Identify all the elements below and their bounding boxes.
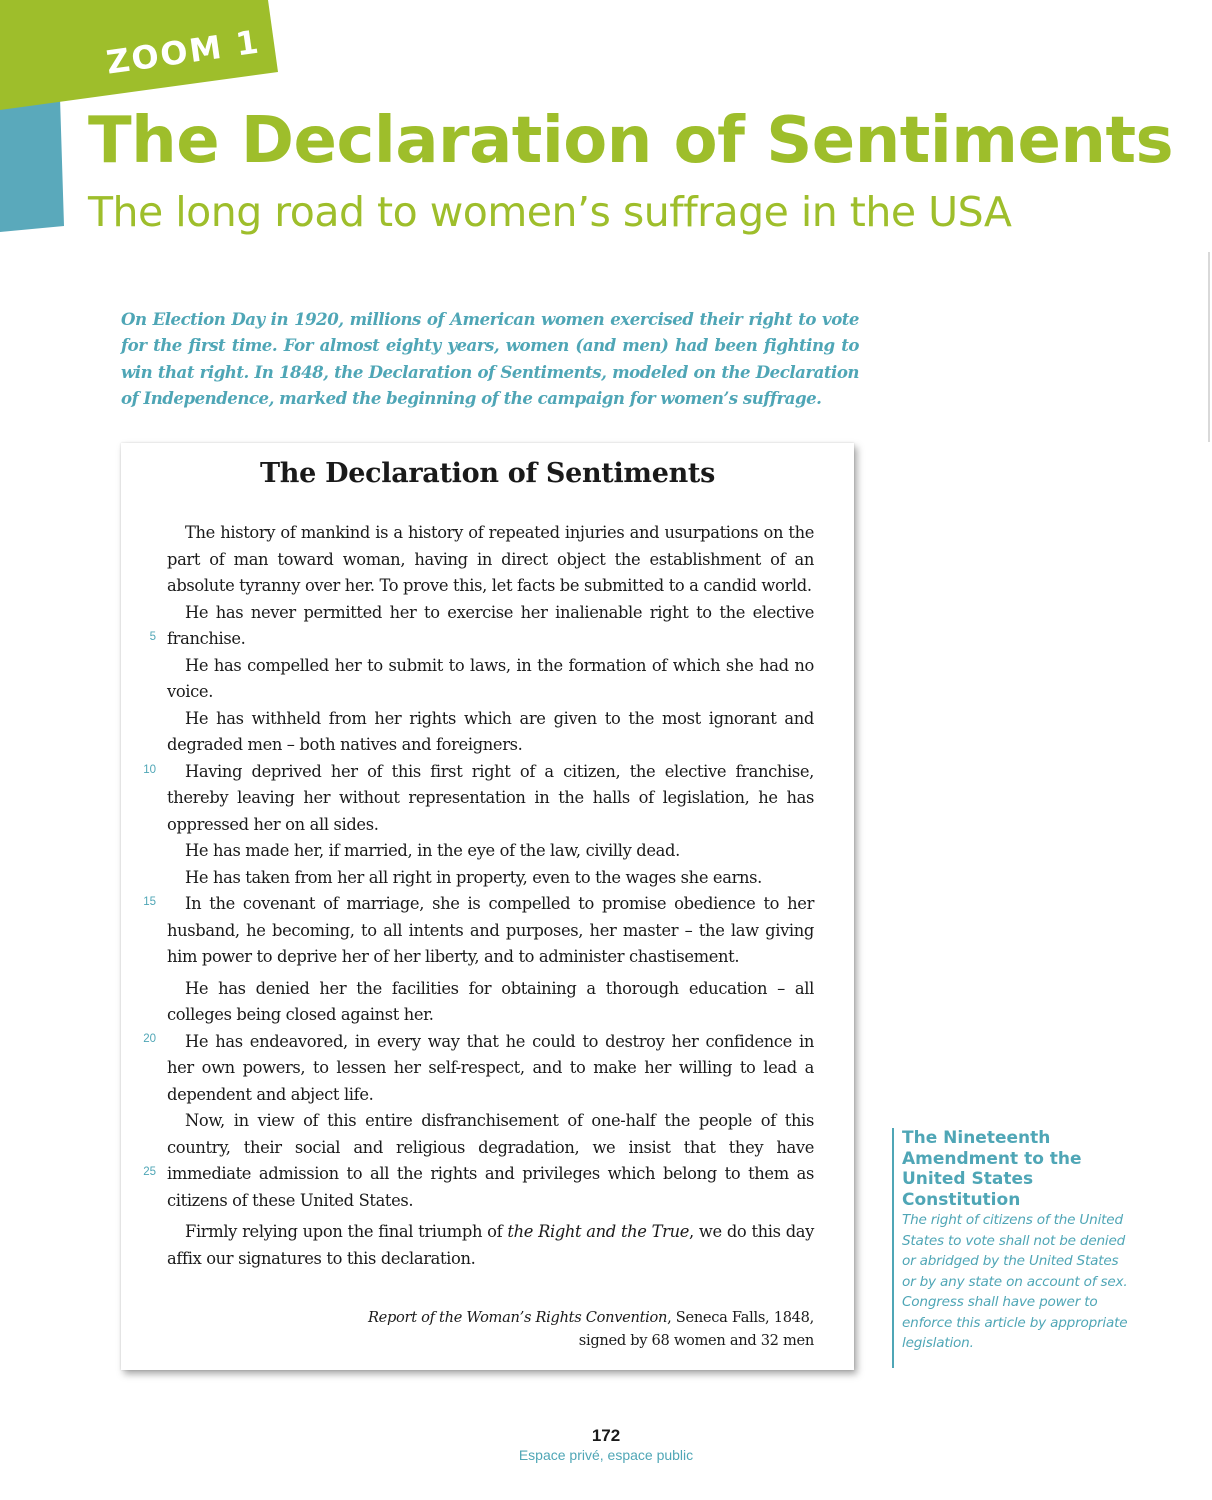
amendment-sidebar	[892, 1128, 1128, 1368]
document-paragraph: Having deprived her of this first right of a citizen, the elective franchise, thereby leaving her without representation in the halls of legislation, he has oppressed her on all sides.	[167, 761, 814, 834]
document-paragraph: In the covenant of marriage, she is compelled to promise obedience to her husband, he becoming, to all intents and purposes, her master – the law giving him power to deprive her of her liberty, and to administer chastisement.	[167, 894, 814, 966]
final-text-after: , we do this day affix our signatures to this declaration.	[167, 1222, 814, 1268]
source-line-1	[301, 1306, 814, 1329]
document-paragraph: Now, in view of this entire disfranchisement of one-half the people of this country, their social and religious degradation, we insist that they have immediate admission to all the rights and privileges which belong to them as citizens of these United States.	[167, 1111, 814, 1210]
document-paragraph: He has endeavored, in every way that he could to destroy her confidence in her own powers, to lessen her self-respect, and to make her willing to lead a dependent and abject life.	[167, 1031, 814, 1104]
document-paragraph: He has denied her the facilities for obtaining a thorough education – all colleges being closed against her.	[167, 978, 814, 1024]
document-paragraph: He has taken from her all right in property, even to the wages she earns.	[185, 867, 762, 887]
teal-decoration	[0, 98, 64, 232]
document-paragraph: He has compelled her to submit to laws, in the formation of which she had no voice.	[167, 655, 814, 701]
document-paragraph: He has made her, if married, in the eye of the law, civilly dead.	[185, 841, 680, 860]
line-number: 25	[143, 1166, 156, 1178]
document-title: The Declaration of Sentiments	[260, 458, 715, 489]
document-paragraph: The history of mankind is a history of repeated injuries and usurpations on the part of man toward woman, having in direct object the establishment of an absolute tyranny over her. To prove this, let facts be submitted to a candid world.	[167, 523, 814, 595]
intro-text: On Election Day in 1920, millions of American women exercised their right to vote for the first time. For almost eighty years, women (and men) had been fighting to win that right. In 1848, the Declaration of Sentiments, modeled on the Declaration of Independence, marked the beginning of the campaign for women’s suffrage.	[121, 309, 859, 409]
line-number: 10	[143, 764, 156, 776]
zoom-label: ZOOM 1	[104, 22, 263, 82]
document-paragraph: He has never permitted her to exercise her inalienable right to the elective franchise.	[167, 602, 814, 648]
source-line-2: signed by 68 women and 32 men	[578, 1332, 814, 1349]
line-number: 5	[149, 631, 156, 643]
source-title: Report of the Woman’s Rights Convention	[367, 1309, 668, 1326]
sidebar-text: The right of citizens of the United States to vote shall not be denied or abridged by the United States or by any state on account of sex. Congress shall have power to enforce this article by appropriate legislation.	[902, 1212, 1128, 1351]
line-number: 20	[143, 1033, 156, 1045]
page-subtitle: The long road to women’s suffrage in the USA	[88, 188, 1012, 236]
document-body	[167, 520, 814, 1272]
footer-section-title: Espace privé, espace public	[518, 1447, 694, 1463]
final-text-before: Firmly relying upon the final triumph of	[185, 1222, 508, 1241]
margin-rule	[1208, 252, 1210, 442]
page-number: 172	[591, 1426, 621, 1445]
document-content	[121, 0, 854, 1500]
line-number: 15	[143, 896, 156, 908]
source-details: , Seneca Falls, 1848,	[667, 1309, 814, 1326]
document-paragraph: He has withheld from her rights which are given to the most ignorant and degraded men – both natives and foreigners.	[167, 708, 814, 754]
document-source	[301, 1306, 814, 1352]
page-title: The Declaration of Sentiments	[88, 104, 1174, 178]
final-text-emphasis: the Right and the True	[507, 1222, 689, 1241]
sidebar-title: The Nineteenth Amendment to the United States Constitution	[902, 1128, 1082, 1210]
document-final-paragraph	[167, 1219, 814, 1272]
